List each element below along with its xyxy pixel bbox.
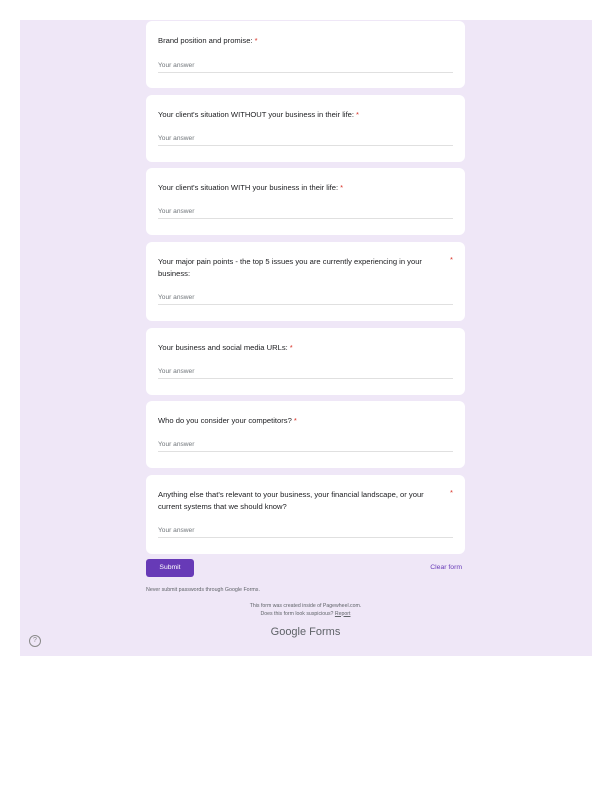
question-card <box>146 95 465 162</box>
submit-button[interactable]: Submit <box>146 559 194 577</box>
question-text: Your business and social media URLs: <box>158 343 288 352</box>
report-link[interactable]: Report <box>334 610 351 617</box>
required-asterisk: * <box>356 110 359 119</box>
required-asterisk: * <box>289 343 293 352</box>
required-asterisk: * <box>340 183 344 192</box>
answer-input[interactable]: Your answer <box>158 441 453 452</box>
question-title <box>158 415 297 427</box>
question-card <box>146 328 465 395</box>
question-text: Your client's situation WITH your business in their life: <box>158 183 339 192</box>
answer-input[interactable]: Your answer <box>158 368 453 379</box>
suspicious-line <box>146 611 465 619</box>
required-asterisk: * <box>450 255 453 264</box>
question-text: Brand position and promise: <box>158 36 253 45</box>
question-text: Your major pain points - the top 5 issues you are currently experiencing in your business: <box>158 257 422 278</box>
question-text: Anything else that's relevant to your business, your financial landscape, or your current systems that we should know? <box>158 490 424 511</box>
question-card <box>146 168 465 235</box>
answer-input[interactable]: Your answer <box>158 294 453 305</box>
question-title <box>158 342 293 354</box>
answer-input[interactable]: Your answer <box>158 135 453 146</box>
suspicious-text: Does this form look suspicious? <box>260 610 334 617</box>
answer-input[interactable]: Your answer <box>158 527 453 538</box>
question-title <box>158 256 440 280</box>
question-title <box>158 109 359 121</box>
question-card <box>146 475 465 554</box>
answer-input[interactable]: Your answer <box>158 208 453 219</box>
answer-input[interactable]: Your answer <box>158 62 453 73</box>
form-origin-note <box>146 603 465 618</box>
required-asterisk: * <box>254 36 258 45</box>
question-title <box>158 35 258 47</box>
question-text: Your client's situation WITHOUT your business in their life: <box>158 110 355 119</box>
question-title <box>158 182 343 194</box>
question-text: Who do you consider your competitors? <box>158 416 292 425</box>
required-asterisk: * <box>293 416 297 425</box>
question-title <box>158 489 440 513</box>
question-card <box>146 21 465 88</box>
password-warning: Never submit passwords through Google Forms. <box>146 587 260 593</box>
question-card <box>146 242 465 321</box>
google-forms-logo: Google Forms <box>270 626 341 638</box>
question-card <box>146 401 465 468</box>
required-asterisk: * <box>450 488 453 497</box>
clear-form-button[interactable]: Clear form <box>430 564 462 571</box>
created-line: This form was created inside of Pagewheel.com. <box>249 603 362 609</box>
help-circle-icon[interactable]: ? <box>29 635 41 647</box>
